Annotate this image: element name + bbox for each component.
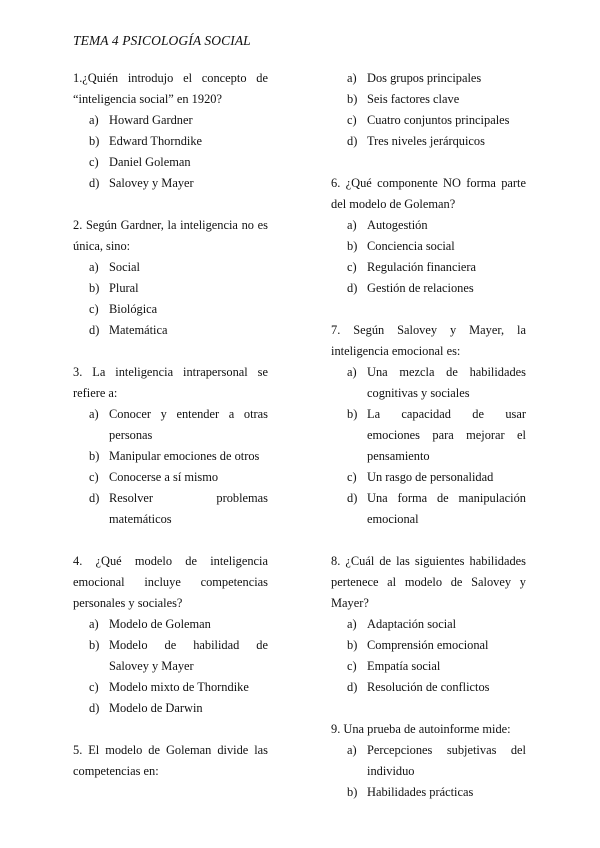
option-letter: c) [89, 155, 99, 169]
option-text: Dos grupos principales [367, 71, 482, 85]
page-header: TEMA 4 PSICOLOGÍA SOCIAL [73, 33, 251, 48]
left-column [73, 68, 268, 803]
option-a [73, 614, 268, 635]
option-text: Modelo de habilidad de Salovey y Mayer [109, 638, 268, 673]
option-text: Empatía social [367, 659, 441, 673]
option-text: Daniel Goleman [109, 155, 191, 169]
option-d [331, 488, 526, 530]
option-d [73, 488, 268, 530]
option-b [331, 404, 526, 467]
right-column [331, 68, 526, 824]
option-b [73, 131, 268, 152]
question-9 [331, 719, 526, 803]
option-letter: a) [347, 365, 357, 379]
question-stem: 9. Una prueba de autoinforme mide: [331, 722, 511, 736]
option-letter: d) [347, 680, 358, 694]
option-letter: d) [89, 323, 100, 337]
option-b [331, 635, 526, 656]
option-d [331, 131, 526, 152]
option-text: Conciencia social [367, 239, 455, 253]
option-text: Una forma de manipulación emocional [367, 491, 526, 526]
option-c [73, 467, 268, 488]
option-letter: c) [347, 260, 357, 274]
option-text: Adaptación social [367, 617, 457, 631]
option-letter: d) [347, 491, 358, 505]
option-text: Cuatro conjuntos principales [367, 113, 510, 127]
question-stem: 8. ¿Cuál de las siguientes habilidades pertenece al modelo de Salovey y Mayer? [331, 554, 526, 610]
option-b [331, 236, 526, 257]
option-b [331, 89, 526, 110]
option-letter: b) [347, 638, 358, 652]
question-6 [331, 173, 526, 299]
option-letter: b) [347, 92, 358, 106]
option-text: Manipular emociones de otros [109, 449, 260, 463]
option-letter: a) [347, 743, 357, 757]
option-text: Regulación financiera [367, 260, 477, 274]
option-text: Gestión de relaciones [367, 281, 474, 295]
option-text: Una mezcla de habilidades cognitivas y sociales [367, 365, 526, 400]
option-a [331, 215, 526, 236]
option-letter: b) [89, 638, 100, 652]
option-a [331, 362, 526, 404]
option-c [331, 110, 526, 131]
option-letter: c) [89, 470, 99, 484]
option-d [331, 677, 526, 698]
option-text: Comprensión emocional [367, 638, 489, 652]
option-letter: d) [347, 281, 358, 295]
option-letter: a) [89, 617, 99, 631]
option-text: Autogestión [367, 218, 428, 232]
option-c [73, 299, 268, 320]
option-text: Biológica [109, 302, 158, 316]
option-a [73, 257, 268, 278]
option-b [73, 635, 268, 677]
option-d [73, 320, 268, 341]
option-a [331, 740, 526, 782]
option-a [73, 110, 268, 131]
option-text: Plural [109, 281, 139, 295]
option-b [73, 278, 268, 299]
option-c [331, 656, 526, 677]
question-3 [73, 362, 268, 530]
question-4 [73, 551, 268, 719]
option-letter: b) [347, 407, 358, 421]
option-letter: d) [89, 701, 100, 715]
option-d [73, 698, 268, 719]
option-a [331, 68, 526, 89]
option-letter: d) [89, 176, 100, 190]
option-text: Seis factores clave [367, 92, 460, 106]
option-letter: a) [347, 617, 357, 631]
option-letter: a) [89, 260, 99, 274]
option-a [331, 614, 526, 635]
option-text: Habilidades prácticas [367, 785, 474, 799]
option-letter: d) [89, 491, 100, 505]
question-7 [331, 320, 526, 530]
option-text: Resolución de conflictos [367, 680, 490, 694]
option-letter: b) [89, 449, 100, 463]
option-c [331, 257, 526, 278]
question-stem: 4. ¿Qué modelo de inteligencia emocional incluye competencias personales y sociales? [73, 554, 268, 610]
question-stem: 2. Según Gardner, la inteligencia no es única, sino: [73, 218, 268, 253]
option-d [73, 173, 268, 194]
option-letter: c) [89, 302, 99, 316]
question-stem: 6. ¿Qué componente NO forma parte del modelo de Goleman? [331, 176, 526, 211]
option-text: Resolver problemas matemáticos [109, 491, 268, 526]
option-letter: a) [89, 407, 99, 421]
option-letter: c) [347, 113, 357, 127]
option-text: Social [109, 260, 140, 274]
option-text: Salovey y Mayer [109, 176, 194, 190]
question-1 [73, 68, 268, 194]
option-text: Percepciones subjetivas del individuo [367, 743, 526, 778]
option-letter: b) [347, 785, 358, 799]
option-d [331, 278, 526, 299]
question-stem: 3. La inteligencia intrapersonal se refiere a: [73, 365, 268, 400]
option-letter: c) [89, 680, 99, 694]
option-c [73, 152, 268, 173]
question-5-stem [73, 740, 268, 782]
option-text: Matemática [109, 323, 168, 337]
option-text: Edward Thorndike [109, 134, 203, 148]
option-letter: a) [347, 218, 357, 232]
option-text: Modelo de Goleman [109, 617, 211, 631]
option-text: Conocerse a sí mismo [109, 470, 219, 484]
question-8 [331, 551, 526, 698]
option-letter: c) [347, 659, 357, 673]
option-c [73, 677, 268, 698]
option-b [331, 782, 526, 803]
option-text: Modelo mixto de Thorndike [109, 680, 249, 694]
option-letter: b) [89, 281, 100, 295]
option-c [331, 467, 526, 488]
option-letter: d) [347, 134, 358, 148]
question-stem: 5. El modelo de Goleman divide las competencias en: [73, 743, 268, 778]
option-text: La capacidad de usar emociones para mejorar el pensamiento [367, 407, 526, 463]
option-text: Conocer y entender a otras personas [109, 407, 268, 442]
option-text: Un rasgo de personalidad [367, 470, 494, 484]
option-letter: a) [347, 71, 357, 85]
option-b [73, 446, 268, 467]
question-stem: 1.¿Quién introdujo el concepto de “inteligencia social” en 1920? [73, 71, 268, 106]
option-letter: a) [89, 113, 99, 127]
option-text: Modelo de Darwin [109, 701, 203, 715]
option-a [73, 404, 268, 446]
option-letter: b) [347, 239, 358, 253]
option-letter: b) [89, 134, 100, 148]
option-letter: c) [347, 470, 357, 484]
question-stem: 7. Según Salovey y Mayer, la inteligencia emocional es: [331, 323, 526, 358]
question-5-options [331, 68, 526, 152]
question-2 [73, 215, 268, 341]
option-text: Tres niveles jerárquicos [367, 134, 485, 148]
option-text: Howard Gardner [109, 113, 193, 127]
